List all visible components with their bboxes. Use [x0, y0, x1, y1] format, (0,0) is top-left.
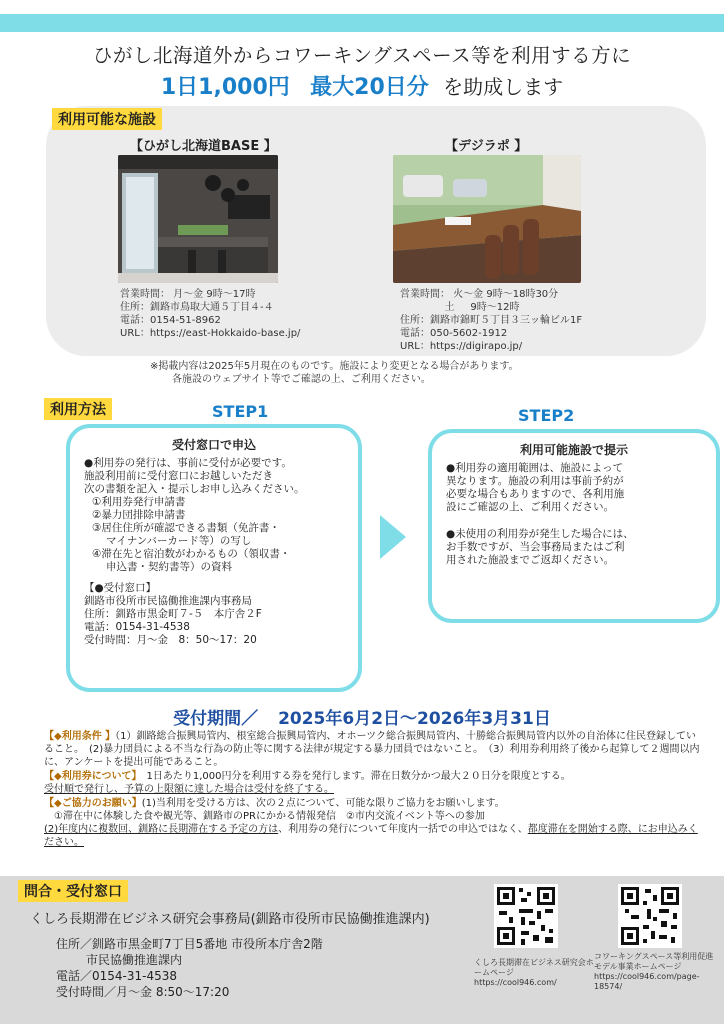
notice-line2: 各施設のウェブサイト等でご確認の上、ご利用ください。 [172, 374, 431, 385]
reception-address: 住所：釧路市黒金町７-５ 本庁舎２F [84, 608, 262, 620]
step1-line: 施設利用前に受付窓口にお越しいただき [84, 470, 273, 482]
condition-request-items: ①滞在中に体験した食や観光等、釧路市のPRにかかる情報発信 ②市内交流イベント等への参加 [54, 811, 485, 822]
step2-line: ●未使用の利用券が発生した場合には、 [446, 528, 634, 540]
top-accent-bar [0, 14, 724, 32]
contact-hours: 受付時間／月～金 8:50～17:20 [56, 985, 230, 999]
period-value: 2025年6月2日～2026年3月31日 [278, 709, 551, 729]
step2-body [432, 458, 716, 567]
condition-usage-lead: 【◆利用条件 】 [44, 731, 116, 742]
method-section-tag: 利用方法 [44, 398, 112, 420]
facility-1-info: 営業時間： 月～金 9時～17時 住所：釧路市鳥取大通５丁目４-４ 電話：0154-51-8962 URL：https://east-Hokkaido-base.jp/ [120, 289, 301, 339]
condition-ticket-text: 1日あたり1,000円分を利用する券を発行します。滞在日数分かつ最大２０日分を限度とする。 [136, 771, 571, 782]
step1-box [66, 424, 362, 692]
condition-request-ul2: 都度滞在を開始する際、にお申込みください。 [44, 824, 698, 848]
notice-line1: ※掲載内容は2025年5月現在のものです。施設により変更となる場合があります。 [150, 361, 519, 372]
step1-line: ●利用券の発行は、事前に受付が必要です。 [84, 457, 292, 469]
step1-doc-4: ④滞在先と宿泊数がわかるもの（領収書・ [92, 548, 291, 560]
step2-label: STEP2 [518, 406, 575, 425]
condition-usage [44, 730, 704, 769]
period-label: 受付期間／ [173, 709, 259, 729]
step1-label: STEP1 [212, 402, 269, 421]
condition-request [44, 797, 704, 849]
contact-details [56, 936, 323, 1000]
qr2-caption: コワーキングスペース等利用促進モデル事業ホームページ https://cool946.com/page-18574/ [594, 952, 714, 991]
step2-line: 必要な場合もありますので、各利用施 [446, 488, 625, 500]
step1-doc-3-cont: マイナンバーカード等）の写し [106, 535, 252, 547]
reception-office: 釧路市役所市民協働推進課内事務局 [84, 595, 252, 607]
reception-phone: 電話：0154-31-4538 [84, 621, 190, 633]
headline-line2 [0, 70, 724, 101]
condition-request-mid: 、利用券の発行について年度内一括での申込ではなく、 [278, 824, 528, 835]
step2-line: ●利用券の適用範囲は、施設によって [446, 462, 624, 474]
condition-request-lead: 【◆ご協力のお願い】 [44, 798, 142, 809]
step1-line: 次の書類を記入・提示しお申し込みください。 [84, 483, 305, 495]
condition-usage-text: （1）釧路総合振興局管内、根室総合振興局管内、オホーツク総合振興局管内、十勝総合振興局管内以外の自治体に住民登録していること。 (2)暴力団員による不当な行為の防止等に関する法律が規定する暴力団員ではないこと。 （3）利用券利用終了後から起算して２週間以内に、アンケートを提出可能であること。 [44, 731, 700, 768]
contact-phone: 電話／0154-31-4538 [56, 969, 178, 983]
facility-notice [150, 360, 519, 386]
step1-doc-4-cont: 申込書・契約書等）の資料 [106, 561, 232, 573]
application-period [0, 704, 724, 729]
qr1-caption: くしろ長期滞在ビジネス研究会ホームページ https://cool946.com/ [474, 958, 594, 987]
contact-address: 住所／釧路市黒金町7丁目5番地 市役所本庁舎2階 [56, 937, 323, 951]
condition-ticket-lead: 【◆利用券について】 [44, 771, 137, 782]
step2-box [428, 429, 720, 623]
headline-line1: ひがし北海道外からコワーキングスペース等を利用する方に [92, 44, 632, 67]
amount-per-day: 1日1,000円 [160, 75, 290, 100]
step1-doc-1: ①利用券発行申請書 [92, 496, 186, 508]
contact-department: 市民協働推進課内 [86, 953, 183, 967]
reception-hours: 受付時間：月～金 8：50～17：20 [84, 634, 257, 646]
contact-section-tag: 問合・受付窓口 [18, 880, 128, 902]
facility-2-info: 営業時間： 火～金 9時～18時30分 土 9時～12時 住所：釧路市錦町５丁目３三ッ輪ビル1F 電話：050-5602-1912 URL：https://digirapo.jp/ [400, 289, 583, 352]
step1-body [70, 453, 358, 647]
condition-request-ul1: (2)年度内に複数回、釧路に長期滞在する予定の方は [44, 824, 279, 835]
reception-heading: 【●受付窓口】 [84, 582, 157, 594]
step1-doc-2: ②暴力団排除申請書 [92, 509, 186, 521]
step1-doc-3: ③居住住所が確認できる書類（免許書・ [92, 522, 280, 534]
step2-line: 異なります。施設の利用は事前予約が [446, 475, 624, 487]
step2-line: お手数ですが、当会事務局またはご利 [446, 541, 625, 553]
step2-line: 設にご確認の上、ご利用ください。 [446, 501, 614, 513]
condition-ticket-underline: 受付順で発行し、予算の上限額に達した場合は受付を終了する。 [44, 784, 334, 795]
qr-code-icon[interactable] [618, 884, 682, 948]
facility-1-photo [118, 155, 278, 283]
condition-ticket [44, 770, 704, 796]
step-arrow-icon [380, 515, 406, 559]
contact-organization: くしろ長期滞在ビジネス研究会事務局(釧路市役所市民協働推進課内) [30, 912, 430, 927]
headline-rest: を助成します [443, 75, 564, 99]
step1-heading: 受付窓口で申込 [171, 438, 256, 452]
step2-line: 用された施設までご返却ください。 [446, 554, 614, 566]
conditions-section [44, 730, 704, 850]
facility-2-photo [393, 155, 581, 283]
step2-heading: 利用可能施設で提示 [519, 443, 628, 457]
condition-request-text: (1)当利用を受ける方は、次の２点について、可能な限りご協力をお願いします。 [141, 798, 505, 809]
facility-2-title: 【デジラポ 】 [445, 139, 528, 154]
facility-section-tag: 利用可能な施設 [52, 108, 162, 130]
facility-1-title: 【ひがし北海道BASE 】 [130, 139, 277, 154]
max-days: 最大20日分 [310, 75, 429, 100]
qr-code-icon[interactable] [494, 884, 558, 948]
